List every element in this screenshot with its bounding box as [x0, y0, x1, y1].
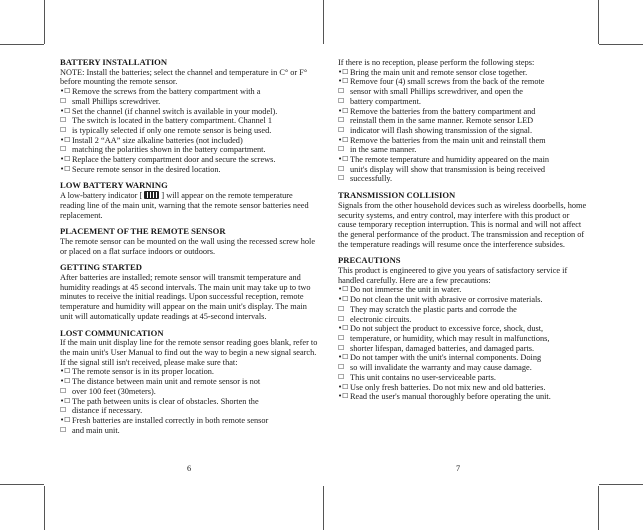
no-reception-section: [338, 58, 588, 184]
list-item-text: Read the user's manual thoroughly before operating the unit.: [350, 392, 551, 402]
page-number: 6: [187, 464, 192, 473]
list-item: [60, 155, 318, 165]
paragraph: After batteries are installed; remote sensor will transmit temperature and humidity readings at 45 second intervals. The main unit may take up to two minutes to receive the initial readings. Upon successful reception, remote temperature and humidity will appear on the main unit's display. The main unit will automatically update readings at 45-second intervals.: [60, 273, 311, 321]
list-item: [338, 373, 588, 383]
checkbox-bullet-icon: ☐: [338, 96, 345, 105]
battery-installation-section: [60, 58, 318, 174]
list-item: [338, 87, 588, 97]
note-text: NOTE: Install the batteries; select the channel and temperature in C° or F° before mounting the remote sensor.: [60, 67, 308, 87]
list-item: [338, 107, 588, 117]
checkbox-bullet-icon: ☐: [338, 304, 345, 313]
checkbox-bullet-icon: ☐: [60, 116, 67, 125]
list-item-text: Set the channel (if channel switch is available in your model).: [72, 106, 278, 116]
list-item: [338, 324, 588, 334]
list-item-text: over 100 feet (30meters).: [72, 386, 156, 396]
checkbox-bullet-icon: ☐: [338, 145, 345, 154]
checkbox-bullet-icon: ☐: [338, 333, 345, 342]
section-heading: LOW BATTERY WARNING: [60, 180, 168, 191]
checkbox-bullet-icon: ☐: [338, 174, 345, 183]
list-item-text: unit's display will show that transmission is being received: [350, 164, 546, 174]
list-item-text: Use only fresh batteries. Do not mix new and old batteries.: [350, 382, 546, 392]
list-item: [338, 68, 588, 78]
list-item-text: Remove four (4) small screws from the back of the remote: [350, 77, 545, 87]
checkbox-bullet-icon: •☐: [60, 106, 71, 115]
crop-mark: [44, 486, 45, 530]
checkbox-bullet-icon: •☐: [338, 106, 349, 115]
crop-mark: [323, 0, 324, 44]
list-item-text: so will invalidate the warranty and may cause damage.: [350, 363, 532, 373]
list-item-text: is typically selected if only one remote sensor is being used.: [72, 125, 272, 135]
checkbox-bullet-icon: ☐: [338, 314, 345, 323]
section-heading: BATTERY INSTALLATION: [60, 57, 168, 67]
getting-started-section: [60, 263, 318, 321]
checkbox-bullet-icon: ☐: [338, 343, 345, 352]
section-heading: PLACEMENT OF THE REMOTE SENSOR: [60, 226, 226, 237]
list-item-text: Remove the screws from the battery compartment with a: [72, 87, 261, 97]
checkbox-bullet-icon: •☐: [338, 353, 349, 362]
checkbox-bullet-icon: •☐: [338, 135, 349, 144]
placement-section: [60, 227, 318, 256]
precautions-section: [338, 256, 588, 402]
list-item: [338, 295, 588, 305]
checkbox-bullet-icon: •☐: [338, 285, 349, 294]
list-item-text: This unit contains no user-serviceable parts.: [350, 372, 496, 382]
list-item-text: The remote temperature and humidity appeared on the main: [350, 155, 550, 165]
section-heading: PRECAUTIONS: [338, 255, 401, 266]
crop-mark: [323, 486, 324, 530]
step-list: [60, 367, 318, 435]
checkbox-bullet-icon: ☐: [338, 125, 345, 134]
list-item: [60, 126, 318, 136]
list-item-text: matching the polarities shown in the battery compartment.: [72, 145, 266, 155]
list-item-text: Secure remote sensor in the desired location.: [72, 164, 221, 174]
list-item-text: The switch is located in the battery compartment. Channel 1: [72, 116, 272, 126]
checkbox-bullet-icon: •☐: [60, 135, 71, 144]
checkbox-bullet-icon: ☐: [60, 125, 67, 134]
list-item: [338, 116, 588, 126]
list-item: [60, 367, 318, 377]
checkbox-bullet-icon: ☐: [60, 425, 67, 434]
checkbox-bullet-icon: ☐: [338, 363, 345, 372]
list-item: [60, 406, 318, 416]
text-span: A low-battery indicator [: [60, 191, 143, 201]
list-item: [60, 397, 318, 407]
checkbox-bullet-icon: •☐: [60, 155, 71, 164]
list-item: [338, 353, 588, 363]
list-item: [338, 97, 588, 107]
list-item-text: and main unit.: [72, 425, 120, 435]
list-item-text: Install 2 “AA” size alkaline batteries (not included): [72, 135, 243, 145]
list-item: [338, 334, 588, 344]
checkbox-bullet-icon: •☐: [338, 67, 349, 76]
checkbox-bullet-icon: •☐: [338, 392, 349, 401]
list-item: [60, 416, 318, 426]
list-item-text: Fresh batteries are installed correctly in both remote sensor: [72, 415, 269, 425]
checkbox-bullet-icon: ☐: [338, 116, 345, 125]
list-item: [60, 426, 318, 436]
paragraph: If there is no reception, please perform the following steps:: [338, 58, 535, 67]
paragraph: If the main unit display line for the remote sensor reading goes blank, refer to the main unit's User Manual to find out the way to begin a new signal search. If the signal still isn't received, please make sure that:: [60, 338, 318, 367]
list-item: [338, 155, 588, 165]
checkbox-bullet-icon: •☐: [338, 382, 349, 391]
step-list: [60, 87, 318, 174]
list-item: [60, 387, 318, 397]
list-item-text: Replace the battery compartment door and secure the screws.: [72, 155, 276, 165]
transmission-collision-section: [338, 191, 588, 249]
paragraph: This product is engineered to give you years of satisfactory service if handled carefully. Here are a few precautions:: [338, 266, 568, 285]
lost-communication-section: [60, 329, 318, 436]
right-page: [338, 58, 588, 402]
list-item: [338, 344, 588, 354]
list-item: [338, 285, 588, 295]
list-item-text: The distance between main unit and remote sensor is not: [72, 377, 261, 387]
section-heading: LOST COMMUNICATION: [60, 327, 164, 338]
list-item-text: distance if necessary.: [72, 406, 143, 416]
crop-mark: [44, 0, 45, 44]
step-list: [338, 285, 588, 401]
list-item: [338, 315, 588, 325]
step-list: [338, 68, 588, 184]
list-item-text: successfully.: [350, 174, 393, 184]
checkbox-bullet-icon: ☐: [60, 406, 67, 415]
crop-mark: [0, 484, 44, 485]
list-item-text: Do not clean the unit with abrasive or corrosive materials.: [350, 295, 543, 305]
crop-mark: [599, 484, 643, 485]
list-item-text: Remove the batteries from the battery compartment and: [350, 106, 536, 116]
checkbox-bullet-icon: •☐: [60, 367, 71, 376]
crop-mark: [598, 0, 599, 44]
list-item-text: indicator will flash showing transmission of the signal.: [350, 125, 533, 135]
section-heading: TRANSMISSION COLLISION: [338, 190, 456, 201]
checkbox-bullet-icon: •☐: [338, 324, 349, 333]
list-item-text: sensor with small Phillips screwdriver, and open the: [350, 87, 523, 97]
left-page: [60, 58, 318, 435]
section-heading: GETTING STARTED: [60, 262, 142, 273]
paragraph: The remote sensor can be mounted on the wall using the recessed screw hole or placed on a flat surface indoors or outdoors.: [60, 236, 316, 256]
paragraph: Signals from the other household devices such as wireless doorbells, home security systems, and entry control, may interfere with this product or cause temporary reception interruption. This is normal and will not affect the general performance of the product. The transmission and reception of the temperature readings will resume once the interference subsides.: [338, 200, 587, 249]
checkbox-bullet-icon: •☐: [338, 295, 349, 304]
list-item: [338, 392, 588, 402]
checkbox-bullet-icon: •☐: [60, 396, 71, 405]
crop-mark: [0, 44, 44, 45]
list-item-text: Bring the main unit and remote sensor close together.: [350, 67, 528, 77]
list-item-text: They may scratch the plastic parts and corrode the: [350, 304, 517, 314]
list-item-text: small Phillips screwdriver.: [72, 96, 161, 106]
list-item-text: Do not tamper with the unit's internal components. Doing: [350, 353, 542, 363]
checkbox-bullet-icon: •☐: [60, 164, 71, 173]
page-number: 7: [456, 464, 461, 473]
list-item: [338, 165, 588, 175]
list-item-text: battery compartment.: [350, 96, 421, 106]
list-item-text: temperature, or humidity, which may result in malfunctions,: [350, 333, 550, 343]
low-battery-section: [60, 181, 318, 220]
checkbox-bullet-icon: •☐: [338, 77, 349, 86]
list-item: [60, 87, 318, 97]
list-item: [60, 116, 318, 126]
list-item: [338, 145, 588, 155]
checkbox-bullet-icon: ☐: [338, 164, 345, 173]
list-item-text: electronic circuits.: [350, 314, 412, 324]
crop-mark: [599, 44, 643, 45]
list-item-text: The path between units is clear of obstacles. Shorten the: [72, 396, 259, 406]
list-item-text: Do not subject the product to excessive force, shock, dust,: [350, 324, 544, 334]
checkbox-bullet-icon: •☐: [60, 87, 71, 96]
checkbox-bullet-icon: ☐: [338, 372, 345, 381]
list-item-text: shorter lifespan, damaged batteries, and damaged parts.: [350, 343, 535, 353]
list-item: [60, 145, 318, 155]
text-span: ] will appear on the remote temperature reading line of the main unit, warning that the remote sensor batteries need replacement.: [60, 191, 309, 220]
list-item-text: reinstall them in the same manner. Remote sensor LED: [350, 116, 534, 126]
list-item: [60, 107, 318, 117]
list-item: [60, 97, 318, 107]
list-item-text: Do not immerse the unit in water.: [350, 285, 462, 295]
checkbox-bullet-icon: •☐: [60, 377, 71, 386]
list-item: [338, 77, 588, 87]
checkbox-bullet-icon: •☐: [338, 155, 349, 164]
list-item: [338, 174, 588, 184]
list-item: [60, 377, 318, 387]
checkbox-bullet-icon: ☐: [338, 87, 345, 96]
list-item: [338, 363, 588, 373]
checkbox-bullet-icon: •☐: [60, 415, 71, 424]
list-item-text: Remove the batteries from the main unit and reinstall them: [350, 135, 546, 145]
list-item: [60, 165, 318, 175]
paragraph: [60, 191, 318, 220]
low-battery-icon: [144, 191, 159, 199]
list-item: [338, 383, 588, 393]
crop-mark: [598, 486, 599, 530]
list-item: [338, 126, 588, 136]
checkbox-bullet-icon: ☐: [60, 145, 67, 154]
list-item-text: The remote sensor is in its proper location.: [72, 367, 214, 377]
list-item-text: in the same manner.: [350, 145, 417, 155]
checkbox-bullet-icon: ☐: [60, 96, 67, 105]
list-item: [60, 136, 318, 146]
list-item: [338, 136, 588, 146]
list-item: [338, 305, 588, 315]
checkbox-bullet-icon: ☐: [60, 386, 67, 395]
